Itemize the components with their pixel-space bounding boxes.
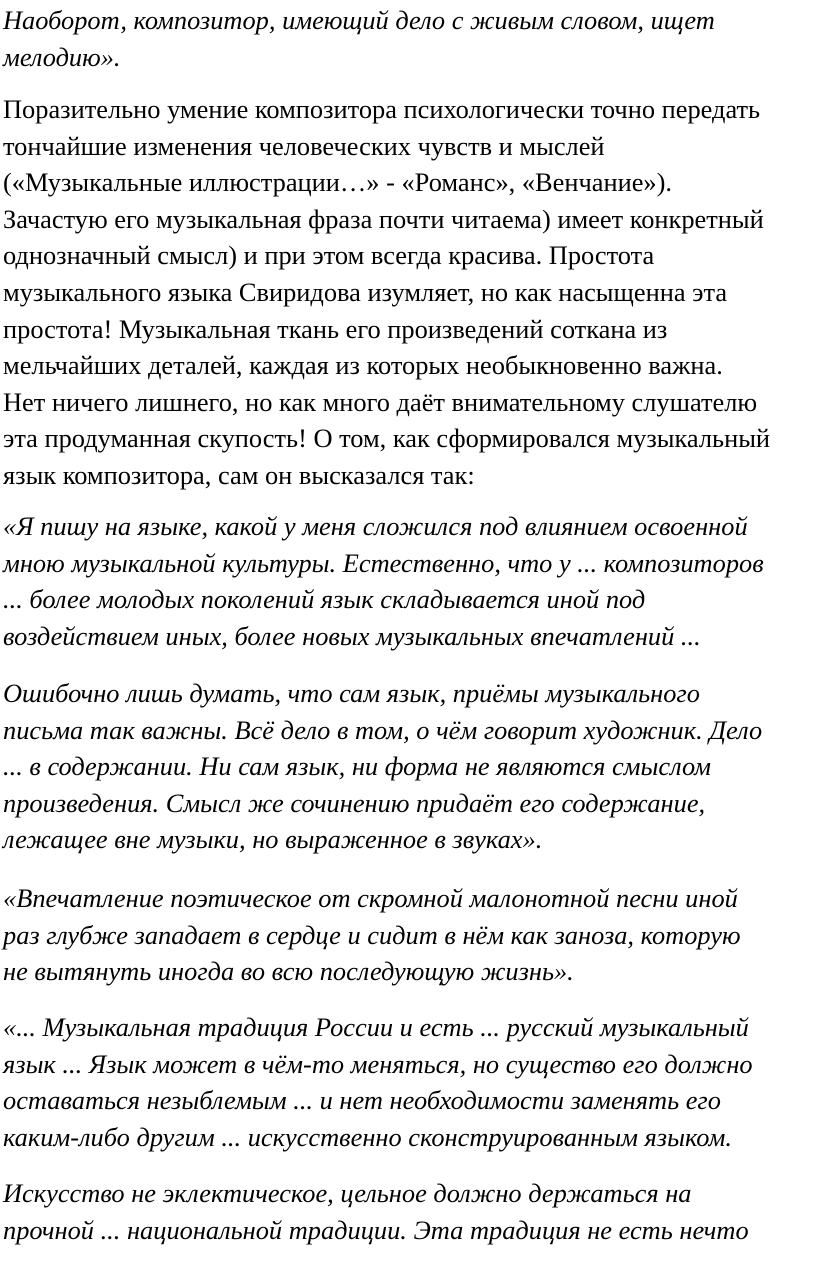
text-line: письма так важны. Всё дело в том, о чём говорит художник. Дело [3,714,763,745]
text-line: мелодию». [3,41,121,72]
text-line: прочной ... национальной традиции. Эта традиция не есть нечто [3,1214,749,1245]
text-line: мельчайших деталей, каждая из которых необыкновенно важна. [3,350,723,381]
paragraph-1 [3,2,715,75]
paragraph-2 [3,91,770,494]
paragraph-7 [3,1175,749,1248]
text-line: Искусство не эклектическое, цельное должно держаться на [3,1178,692,1208]
text-line: Нет ничего лишнего, но как много даёт внимательному слушателю [3,386,758,417]
text-line: не вытянуть иногда во всю последующую жизнь». [3,956,574,987]
paragraph-6 [3,1009,753,1155]
text-line: «Я пишу на языке, какой у меня сложился под влиянием освоенной [3,511,748,541]
text-line: «Впечатление поэтическое от скромной малонотной песни иной [3,883,738,913]
text-line: эта продуманная скупость! О том, как сформировался музыкальный [3,423,771,454]
text-line: простота! Музыкальная ткань его произведений соткана из [3,313,668,344]
text-line: тончайшие изменения человеческих чувств и мыслей [3,130,605,161]
text-line: воздействием иных, более новых музыкальных впечатлений ... [3,620,701,651]
text-line: Ошибочно лишь думать, что сам язык, приёмы музыкального [3,678,700,708]
text-line: произведения. Смысл же сочинению придаёт его содержание, [3,787,706,818]
text-line: ... более молодых поколений язык складывается иной под [3,584,646,615]
text-line: мною музыкальной культуры. Естественно, что у ... композиторов [3,547,764,578]
text-line: Поразительно умение композитора психологически точно передать [3,94,761,124]
text-line: музыкального языка Свиридова изумляет, но как насыщенна эта [3,276,728,307]
text-line: язык ... Язык может в чём-то меняться, но существо его должно [3,1048,753,1079]
paragraph-3 [3,508,764,654]
paragraph-4 [3,675,762,858]
text-line: каким-либо другим ... искусственно сконструированным языком. [3,1121,732,1152]
text-line: лежащее вне музыки, но выраженное в звуках». [3,824,543,855]
text-line: («Музыкальные иллюстрации…» - «Романс», «Венчание»). [3,167,673,198]
text-line: Зачастую его музыкальная фраза почти читаема) имеет конкретный [3,203,764,234]
text-line: ... в содержании. Ни сам язык, ни форма не являются смыслом [3,751,711,782]
paragraph-5 [3,880,741,990]
text-line: оставаться незыблемым ... и нет необходимости заменять его [3,1085,721,1116]
text-line: Наоборот, композитор, имеющий дело с живым словом, ищет [3,5,715,35]
text-line: «... Музыкальная традиция России и есть ... русский музыкальный [3,1012,749,1042]
text-line: раз глубже западает в сердце и сидит в нём как заноза, которую [3,919,741,950]
text-line: язык композитора, сам он высказался так: [3,459,475,490]
text-line: однозначный смысл) и при этом всегда красива. Простота [3,240,655,271]
